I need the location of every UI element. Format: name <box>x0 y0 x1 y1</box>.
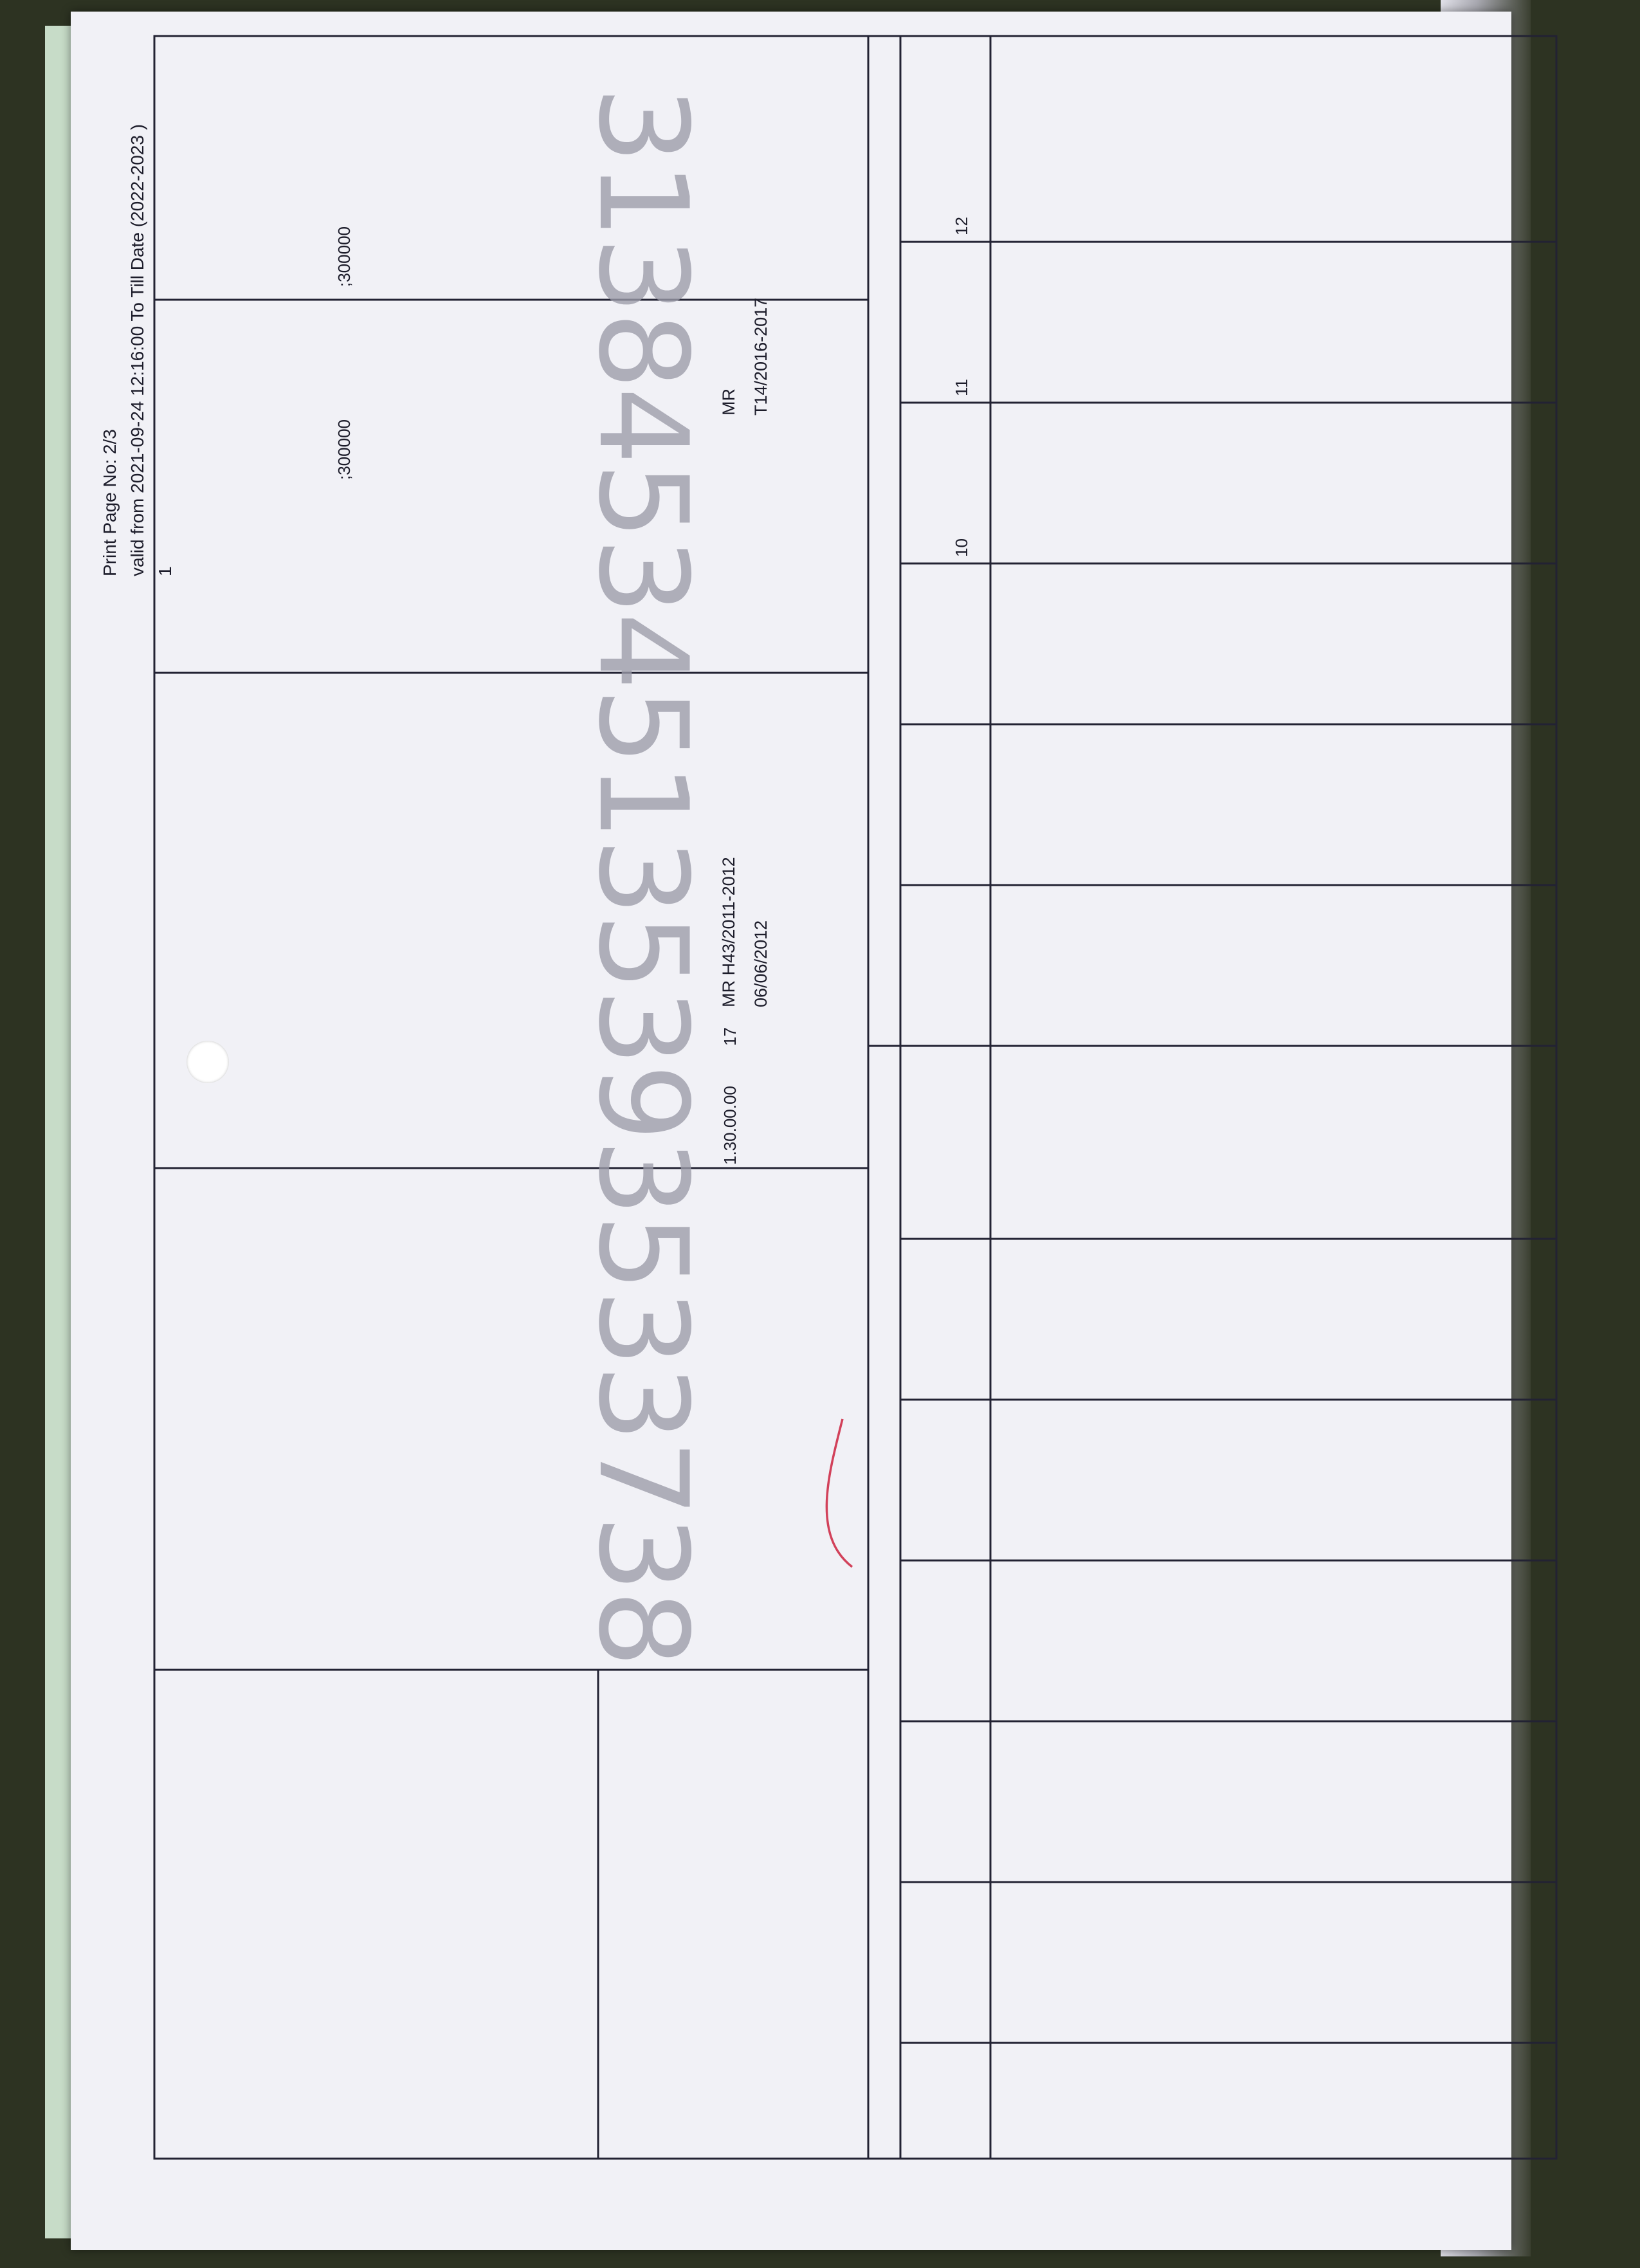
punch-hole <box>187 1041 229 1083</box>
owner-khata-value: 17 <box>720 1027 740 1046</box>
rights-mutation-line-1: MR <box>719 389 738 416</box>
print-page-number: Print Page No: 2/3 <box>100 429 120 576</box>
handwritten-signature-mark <box>826 1419 852 1567</box>
liability-amount: ;300000 <box>334 419 354 480</box>
owner-mutation-line-1: MR H43/2011-2012 <box>719 857 738 1007</box>
owner-area-value: 1.30.00.00 <box>720 1086 740 1165</box>
rotated-page <box>71 12 1640 2268</box>
owner-mutation-line-2: 06/06/2012 <box>751 920 770 1007</box>
page-count: 1 <box>155 566 175 576</box>
col-number-11: 11 <box>952 379 971 396</box>
document-serial-number: 313845345135393533738 <box>572 86 714 1665</box>
rights-mutation-line-2: T14/2016-2017 <box>751 297 770 416</box>
table-border <box>154 36 1556 2159</box>
second-liability-amount: ;300000 <box>334 226 354 287</box>
rtc-document <box>71 12 1511 2250</box>
col-number-10: 10 <box>952 538 971 557</box>
validity-period: valid from 2021-09-24 12:16:00 To Till Date (2022-2023 ) <box>127 123 147 576</box>
col-number-12: 12 <box>952 217 971 235</box>
table-grid <box>71 12 1640 2268</box>
